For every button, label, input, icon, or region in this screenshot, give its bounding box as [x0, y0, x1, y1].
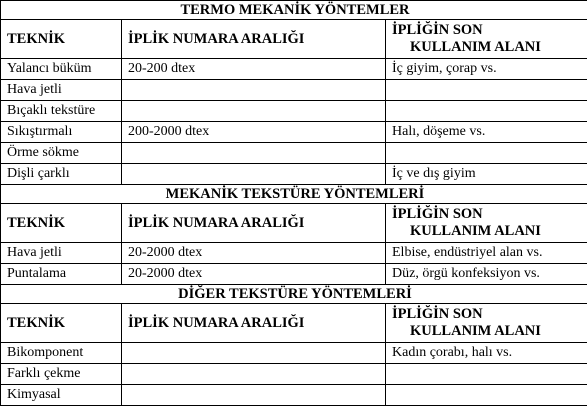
table-row: [1, 243, 587, 264]
use-header-line1: İPLİĞİN SON: [392, 306, 587, 323]
header-row: [1, 204, 587, 243]
range-cell: [122, 364, 386, 385]
technique-cell: Dişli çarklı: [1, 164, 122, 185]
range-cell: [122, 80, 386, 101]
range-cell: [122, 385, 386, 406]
section-title: TERMO MEKANİK YÖNTEMLER: [1, 1, 587, 20]
table-row: [1, 143, 587, 164]
table-row: [1, 343, 587, 364]
range-cell: 20-200 dtex: [122, 59, 386, 80]
use-cell: [386, 364, 587, 385]
table-body: [1, 1, 587, 406]
use-cell: İç ve dış giyim: [386, 164, 587, 185]
use-cell: Düz, örgü konfeksiyon vs.: [386, 264, 587, 285]
use-cell: İç giyim, çorap vs.: [386, 59, 587, 80]
table-row: [1, 385, 587, 406]
table-row: [1, 164, 587, 185]
range-cell: [122, 143, 386, 164]
section-title-row: [1, 185, 587, 204]
table-row: [1, 59, 587, 80]
technique-header: TEKNİK: [1, 304, 122, 343]
table-row: [1, 264, 587, 285]
technique-cell: Bıçaklı tekstüre: [1, 101, 122, 122]
use-cell: Kadın çorabı, halı vs.: [386, 343, 587, 364]
section-title: DİĞER TEKSTÜRE YÖNTEMLERİ: [1, 285, 587, 304]
use-cell: [386, 143, 587, 164]
use-cell: [386, 385, 587, 406]
technique-cell: Hava jetli: [1, 243, 122, 264]
table-row: [1, 364, 587, 385]
use-cell: [386, 101, 587, 122]
range-cell: 20-2000 dtex: [122, 243, 386, 264]
use-header-line1: İPLİĞİN SON: [392, 206, 587, 223]
range-header: İPLİK NUMARA ARALIĞI: [122, 304, 386, 343]
header-row: [1, 20, 587, 59]
section-title-row: [1, 1, 587, 20]
range-header: İPLİK NUMARA ARALIĞI: [122, 204, 386, 243]
technique-header: TEKNİK: [1, 20, 122, 59]
technique-cell: Bikomponent: [1, 343, 122, 364]
use-header-line1: İPLİĞİN SON: [392, 22, 587, 39]
technique-cell: Puntalama: [1, 264, 122, 285]
range-cell: [122, 343, 386, 364]
technique-cell: Hava jetli: [1, 80, 122, 101]
technique-cell: Farklı çekme: [1, 364, 122, 385]
range-header: İPLİK NUMARA ARALIĞI: [122, 20, 386, 59]
table-row: [1, 101, 587, 122]
use-header: [386, 204, 587, 243]
use-header-line2: KULLANIM ALANI: [392, 223, 587, 240]
technique-cell: Kimyasal: [1, 385, 122, 406]
use-header-line2: KULLANIM ALANI: [392, 39, 587, 56]
use-header: [386, 304, 587, 343]
technique-cell: Örme sökme: [1, 143, 122, 164]
use-header-line2: KULLANIM ALANI: [392, 323, 587, 340]
use-cell: Halı, döşeme vs.: [386, 122, 587, 143]
range-cell: 20-2000 dtex: [122, 264, 386, 285]
section-title: MEKANİK TEKSTÜRE YÖNTEMLERİ: [1, 185, 587, 204]
range-cell: 200-2000 dtex: [122, 122, 386, 143]
technique-cell: Yalancı büküm: [1, 59, 122, 80]
use-header: [386, 20, 587, 59]
section-title-row: [1, 285, 587, 304]
use-cell: Elbise, endüstriyel alan vs.: [386, 243, 587, 264]
technique-header: TEKNİK: [1, 204, 122, 243]
technique-cell: Sıkıştırmalı: [1, 122, 122, 143]
table-row: [1, 80, 587, 101]
range-cell: [122, 164, 386, 185]
header-row: [1, 304, 587, 343]
use-cell: [386, 80, 587, 101]
table-row: [1, 122, 587, 143]
range-cell: [122, 101, 386, 122]
